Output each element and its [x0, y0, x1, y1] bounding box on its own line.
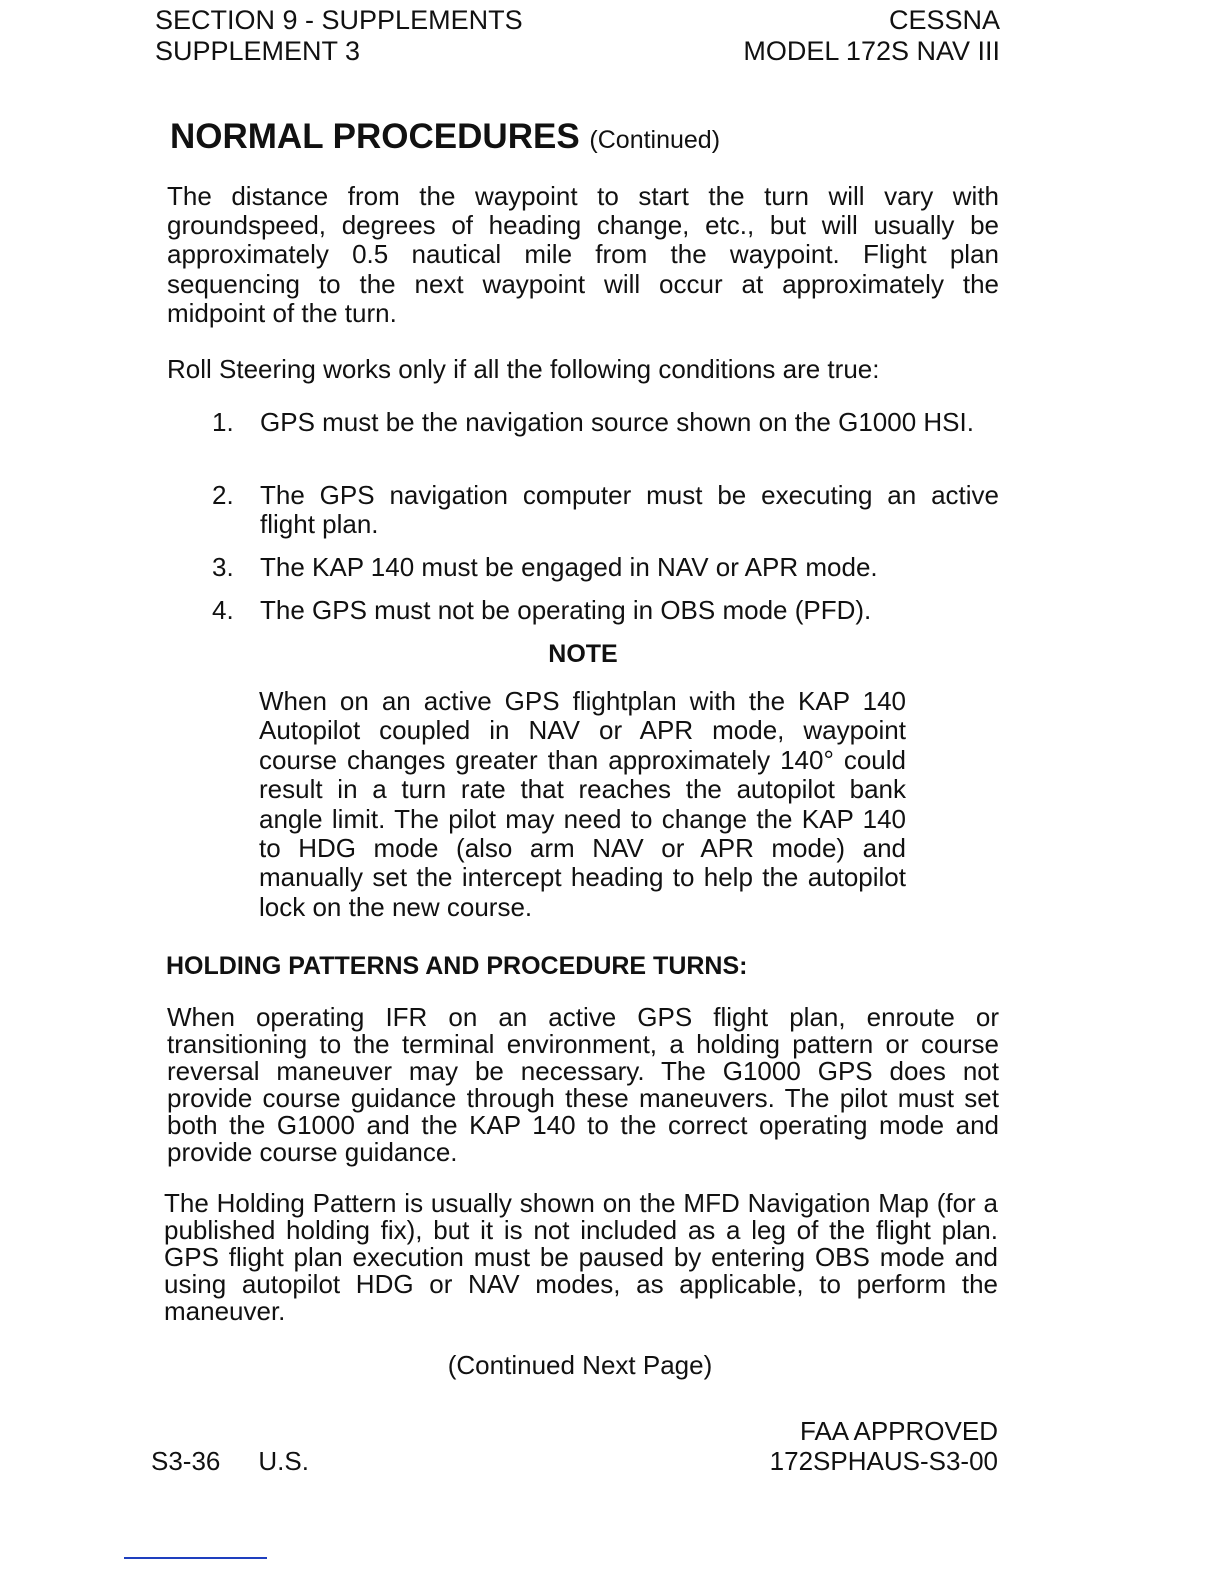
manufacturer-label: CESSNA — [888, 5, 1000, 35]
approval-label: FAA APPROVED — [800, 1416, 998, 1446]
note-body: When on an active GPS flightplan with the KAP 140 Autopilot coupled in NAV or APR mode, waypoint course changes greater than approximately 140° could result in a turn rate that reaches the autopilot bank angle limit. The pilot may need to change the KAP 140 to HDG mode (also arm NAV or APR mode) and manually set the intercept heading to help the autopilot lock on the new course. — [259, 686, 906, 922]
footer-right — [700, 1416, 998, 1476]
turn-distance-paragraph: The distance from the waypoint to start the turn will vary with groundspeed, degrees of heading change, etc., but will usually be approximately 0.5 nautical mile from the waypoint. Flight plan sequencing to the next waypoint will occur at approximately the midpoint of the turn. — [167, 181, 999, 328]
list-item — [212, 481, 999, 539]
region-label: U.S. — [258, 1446, 309, 1476]
holding-paragraph-1: When operating IFR on an active GPS flight plan, enroute or transitioning to the terminal environment, a holding pattern or course reversal maneuver may be necessary. The G1000 GPS does not provide course guidance through these maneuvers. The pilot must set both the G1000 and the KAP 140 to the correct operating mode and provide course guidance. — [167, 1002, 999, 1167]
list-item-number: 3. — [212, 552, 234, 582]
list-item — [212, 553, 999, 582]
page-title-suffix: (Continued) — [589, 126, 721, 154]
list-item-text: GPS must be the navigation source shown on the G1000 HSI. — [260, 407, 974, 437]
list-item-text: The GPS must not be operating in OBS mode (PFD). — [260, 595, 872, 625]
page-number: S3-36 — [151, 1446, 221, 1476]
header-right — [700, 5, 1000, 67]
bottom-rule — [124, 1557, 267, 1559]
list-item — [212, 408, 999, 437]
page-title-main: NORMAL PROCEDURES — [170, 117, 580, 156]
holding-heading: HOLDING PATTERNS AND PROCEDURE TURNS: — [166, 952, 748, 980]
page-title — [170, 117, 720, 157]
model-label: MODEL 172S NAV III — [743, 36, 1000, 66]
list-item-number: 1. — [212, 407, 234, 437]
roll-steering-intro: Roll Steering works only if all the following conditions are true: — [167, 354, 880, 384]
note-heading: NOTE — [548, 640, 618, 668]
list-item-text: The KAP 140 must be engaged in NAV or APR mode. — [260, 552, 878, 582]
list-item-number: 4. — [212, 595, 234, 625]
footer-left — [151, 1446, 309, 1476]
document-code: 172SPHAUS-S3-00 — [769, 1446, 998, 1476]
section-label: SECTION 9 - SUPPLEMENTS — [155, 5, 523, 35]
list-item — [212, 596, 999, 625]
supplement-label: SUPPLEMENT 3 — [155, 36, 361, 66]
header-left — [155, 5, 523, 67]
holding-paragraph-2: The Holding Pattern is usually shown on the MFD Navigation Map (for a published holding fix), but it is not included as a leg of the flight plan. GPS flight plan execution must be paused by entering OBS mode and using autopilot HDG or NAV modes, as applicable, to perform the maneuver. — [164, 1188, 998, 1326]
list-item-text: The GPS navigation computer must be executing an active flight plan. — [260, 480, 999, 540]
list-item-number: 2. — [212, 480, 234, 510]
continued-next-page: (Continued Next Page) — [447, 1350, 713, 1380]
